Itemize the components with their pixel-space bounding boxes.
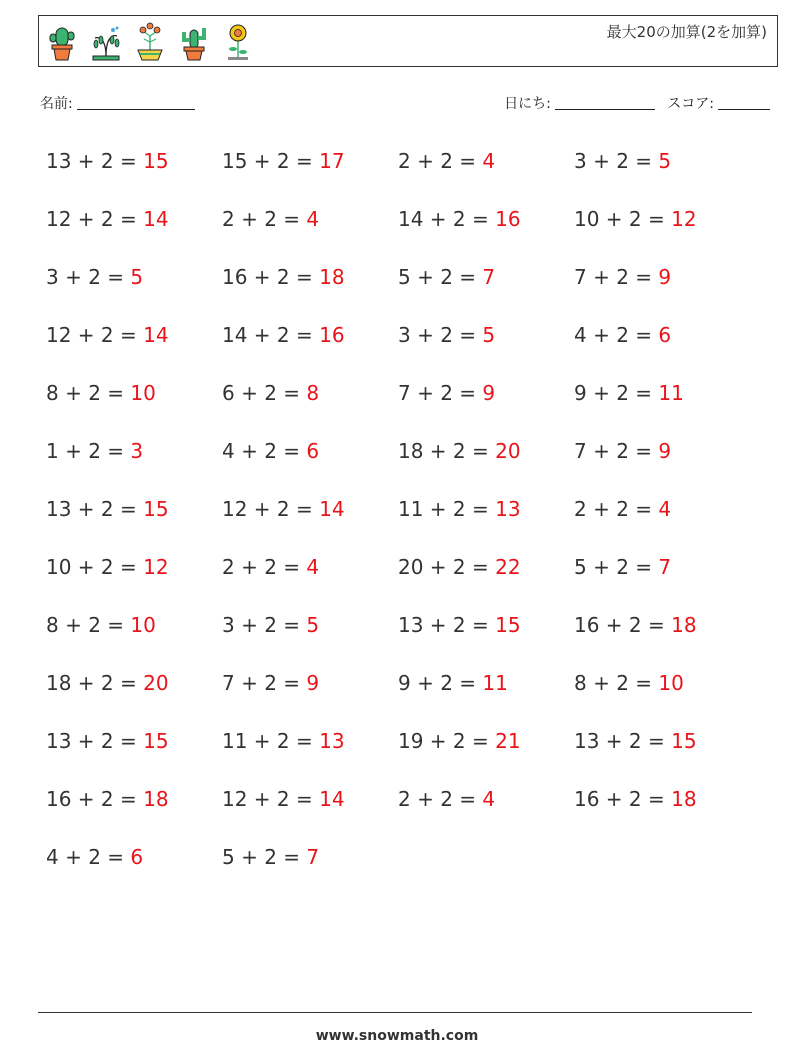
problem-question: 2 + 2 = bbox=[398, 149, 483, 173]
date-score-fields bbox=[504, 93, 770, 113]
problem-question: 13 + 2 = bbox=[46, 149, 144, 173]
problem-answer: 3 bbox=[130, 439, 144, 463]
problem-answer: 7 bbox=[482, 265, 496, 289]
problem-answer: 18 bbox=[671, 787, 697, 811]
problem-item bbox=[46, 317, 222, 375]
decorative-icons bbox=[47, 22, 253, 62]
problem-answer: 9 bbox=[658, 439, 672, 463]
problem-question: 9 + 2 = bbox=[398, 671, 483, 695]
worksheet-header bbox=[38, 15, 778, 67]
problem-question: 14 + 2 = bbox=[398, 207, 496, 231]
problem-question: 11 + 2 = bbox=[222, 729, 320, 753]
date-label: 日にち: bbox=[504, 96, 551, 112]
problem-answer: 21 bbox=[495, 729, 521, 753]
problem-answer: 15 bbox=[671, 729, 697, 753]
problem-item bbox=[574, 201, 750, 259]
problem-item bbox=[398, 375, 574, 433]
problem-item bbox=[222, 781, 398, 839]
problem-grid bbox=[46, 143, 766, 897]
problem-answer: 18 bbox=[319, 265, 345, 289]
problem-answer: 9 bbox=[658, 265, 672, 289]
problem-item bbox=[398, 433, 574, 491]
problem-item bbox=[46, 433, 222, 491]
problem-row bbox=[46, 549, 766, 607]
footer-url: www.snowmath.com bbox=[315, 1028, 479, 1044]
problem-question: 4 + 2 = bbox=[46, 845, 131, 869]
problem-question: 2 + 2 = bbox=[222, 555, 307, 579]
problem-question: 8 + 2 = bbox=[46, 381, 131, 405]
problem-answer: 13 bbox=[495, 497, 521, 521]
problem-answer: 4 bbox=[658, 497, 672, 521]
problem-answer: 11 bbox=[482, 671, 508, 695]
problem-question: 4 + 2 = bbox=[574, 323, 659, 347]
problem-question: 12 + 2 = bbox=[46, 207, 144, 231]
problem-answer: 5 bbox=[658, 149, 672, 173]
problem-item bbox=[46, 665, 222, 723]
problem-item bbox=[46, 143, 222, 201]
problem-item bbox=[222, 201, 398, 259]
problem-item bbox=[46, 491, 222, 549]
problem-item bbox=[398, 607, 574, 665]
problem-item bbox=[46, 259, 222, 317]
problem-row bbox=[46, 201, 766, 259]
problem-question: 12 + 2 = bbox=[46, 323, 144, 347]
score-label: スコア: bbox=[667, 96, 714, 112]
worksheet-title: 最大20の加算(2を加算) bbox=[606, 23, 767, 41]
score-blank[interactable] bbox=[718, 95, 770, 110]
problem-question: 7 + 2 = bbox=[574, 265, 659, 289]
problem-item bbox=[222, 839, 398, 897]
problem-question: 10 + 2 = bbox=[46, 555, 144, 579]
problem-item bbox=[574, 549, 750, 607]
problem-item bbox=[398, 491, 574, 549]
problem-item bbox=[574, 607, 750, 665]
name-label: 名前: bbox=[40, 96, 73, 112]
problem-answer: 6 bbox=[658, 323, 672, 347]
problem-question: 14 + 2 = bbox=[222, 323, 320, 347]
problem-answer: 17 bbox=[319, 149, 345, 173]
problem-question: 10 + 2 = bbox=[574, 207, 672, 231]
problem-answer: 5 bbox=[482, 323, 496, 347]
problem-answer: 8 bbox=[306, 381, 320, 405]
problem-question: 13 + 2 = bbox=[574, 729, 672, 753]
problem-answer: 7 bbox=[658, 555, 672, 579]
problem-question: 2 + 2 = bbox=[398, 787, 483, 811]
problem-question: 9 + 2 = bbox=[574, 381, 659, 405]
problem-item bbox=[222, 549, 398, 607]
problem-question: 16 + 2 = bbox=[222, 265, 320, 289]
problem-answer: 4 bbox=[482, 149, 496, 173]
problem-question: 2 + 2 = bbox=[574, 497, 659, 521]
problem-question: 4 + 2 = bbox=[222, 439, 307, 463]
problem-answer: 16 bbox=[319, 323, 345, 347]
problem-question: 8 + 2 = bbox=[46, 613, 131, 637]
problem-answer: 15 bbox=[143, 149, 169, 173]
problem-question: 18 + 2 = bbox=[46, 671, 144, 695]
problem-answer: 18 bbox=[143, 787, 169, 811]
sunflower-icon bbox=[223, 22, 253, 62]
problem-row bbox=[46, 723, 766, 781]
problem-item bbox=[222, 317, 398, 375]
problem-answer: 20 bbox=[495, 439, 521, 463]
problem-item bbox=[46, 549, 222, 607]
problem-question: 13 + 2 = bbox=[46, 729, 144, 753]
problem-item bbox=[46, 201, 222, 259]
problem-item bbox=[574, 259, 750, 317]
problem-question: 19 + 2 = bbox=[398, 729, 496, 753]
problem-answer: 22 bbox=[495, 555, 521, 579]
problem-row bbox=[46, 433, 766, 491]
problem-item bbox=[574, 143, 750, 201]
problem-row bbox=[46, 491, 766, 549]
name-field bbox=[40, 93, 195, 113]
problem-question: 7 + 2 = bbox=[574, 439, 659, 463]
problem-item bbox=[222, 143, 398, 201]
problem-row bbox=[46, 259, 766, 317]
problem-question: 12 + 2 = bbox=[222, 787, 320, 811]
problem-answer: 6 bbox=[130, 845, 144, 869]
problem-item bbox=[222, 665, 398, 723]
problem-question: 8 + 2 = bbox=[574, 671, 659, 695]
problem-answer: 11 bbox=[658, 381, 684, 405]
problem-answer: 14 bbox=[143, 323, 169, 347]
problem-answer: 4 bbox=[306, 555, 320, 579]
problem-answer: 7 bbox=[306, 845, 320, 869]
drooping-plant-icon bbox=[91, 22, 121, 62]
problem-item bbox=[398, 665, 574, 723]
problem-question: 18 + 2 = bbox=[398, 439, 496, 463]
problem-question: 20 + 2 = bbox=[398, 555, 496, 579]
problem-row bbox=[46, 839, 766, 897]
problem-question: 3 + 2 = bbox=[574, 149, 659, 173]
problem-question: 3 + 2 = bbox=[222, 613, 307, 637]
problem-answer: 18 bbox=[671, 613, 697, 637]
problem-answer: 16 bbox=[495, 207, 521, 231]
problem-answer: 14 bbox=[143, 207, 169, 231]
problem-item bbox=[398, 201, 574, 259]
problem-answer: 15 bbox=[143, 497, 169, 521]
problem-answer: 14 bbox=[319, 497, 345, 521]
problem-question: 7 + 2 = bbox=[222, 671, 307, 695]
problem-question: 16 + 2 = bbox=[574, 613, 672, 637]
problem-item bbox=[222, 607, 398, 665]
problem-answer: 9 bbox=[482, 381, 496, 405]
problem-row bbox=[46, 143, 766, 201]
problem-item bbox=[46, 607, 222, 665]
problem-item bbox=[398, 317, 574, 375]
problem-question: 12 + 2 = bbox=[222, 497, 320, 521]
footer-divider bbox=[38, 1012, 752, 1013]
problem-item bbox=[398, 549, 574, 607]
problem-answer: 12 bbox=[671, 207, 697, 231]
problem-item bbox=[46, 781, 222, 839]
problem-answer: 20 bbox=[143, 671, 169, 695]
problem-question: 16 + 2 = bbox=[46, 787, 144, 811]
problem-question: 5 + 2 = bbox=[398, 265, 483, 289]
problem-row bbox=[46, 665, 766, 723]
problem-row bbox=[46, 781, 766, 839]
problem-item bbox=[46, 723, 222, 781]
problem-answer: 5 bbox=[130, 265, 144, 289]
cactus-pot-icon bbox=[179, 22, 209, 62]
problem-answer: 5 bbox=[306, 613, 320, 637]
problem-answer: 15 bbox=[143, 729, 169, 753]
problem-answer: 6 bbox=[306, 439, 320, 463]
problem-question: 13 + 2 = bbox=[46, 497, 144, 521]
problem-question: 13 + 2 = bbox=[398, 613, 496, 637]
problem-answer: 12 bbox=[143, 555, 169, 579]
problem-question: 11 + 2 = bbox=[398, 497, 496, 521]
problem-item bbox=[574, 723, 750, 781]
problem-item bbox=[574, 781, 750, 839]
problem-item bbox=[398, 781, 574, 839]
problem-answer: 4 bbox=[482, 787, 496, 811]
problem-item bbox=[398, 723, 574, 781]
heart-plant-icon bbox=[135, 22, 165, 62]
problem-answer: 15 bbox=[495, 613, 521, 637]
problem-item bbox=[574, 433, 750, 491]
problem-item bbox=[574, 317, 750, 375]
problem-answer: 13 bbox=[319, 729, 345, 753]
problem-item bbox=[222, 259, 398, 317]
problem-item bbox=[222, 375, 398, 433]
problem-item bbox=[222, 723, 398, 781]
problem-item bbox=[398, 259, 574, 317]
problem-item bbox=[46, 375, 222, 433]
name-blank[interactable] bbox=[77, 95, 195, 110]
date-blank[interactable] bbox=[555, 95, 655, 110]
problem-question: 7 + 2 = bbox=[398, 381, 483, 405]
problem-item bbox=[574, 665, 750, 723]
problem-question: 15 + 2 = bbox=[222, 149, 320, 173]
problem-answer: 9 bbox=[306, 671, 320, 695]
problem-item bbox=[574, 375, 750, 433]
problem-answer: 10 bbox=[658, 671, 684, 695]
problem-row bbox=[46, 607, 766, 665]
problem-question: 3 + 2 = bbox=[46, 265, 131, 289]
problem-item bbox=[574, 491, 750, 549]
problem-question: 5 + 2 = bbox=[574, 555, 659, 579]
problem-row bbox=[46, 375, 766, 433]
problem-question: 3 + 2 = bbox=[398, 323, 483, 347]
cactus-pot-icon bbox=[47, 22, 77, 62]
problem-question: 16 + 2 = bbox=[574, 787, 672, 811]
problem-question: 2 + 2 = bbox=[222, 207, 307, 231]
problem-item bbox=[222, 433, 398, 491]
problem-question: 5 + 2 = bbox=[222, 845, 307, 869]
problem-question: 6 + 2 = bbox=[222, 381, 307, 405]
problem-answer: 14 bbox=[319, 787, 345, 811]
problem-answer: 10 bbox=[130, 381, 156, 405]
problem-item bbox=[222, 491, 398, 549]
problem-item bbox=[46, 839, 222, 897]
problem-item bbox=[398, 143, 574, 201]
problem-row bbox=[46, 317, 766, 375]
problem-answer: 10 bbox=[130, 613, 156, 637]
problem-question: 1 + 2 = bbox=[46, 439, 131, 463]
problem-answer: 4 bbox=[306, 207, 320, 231]
